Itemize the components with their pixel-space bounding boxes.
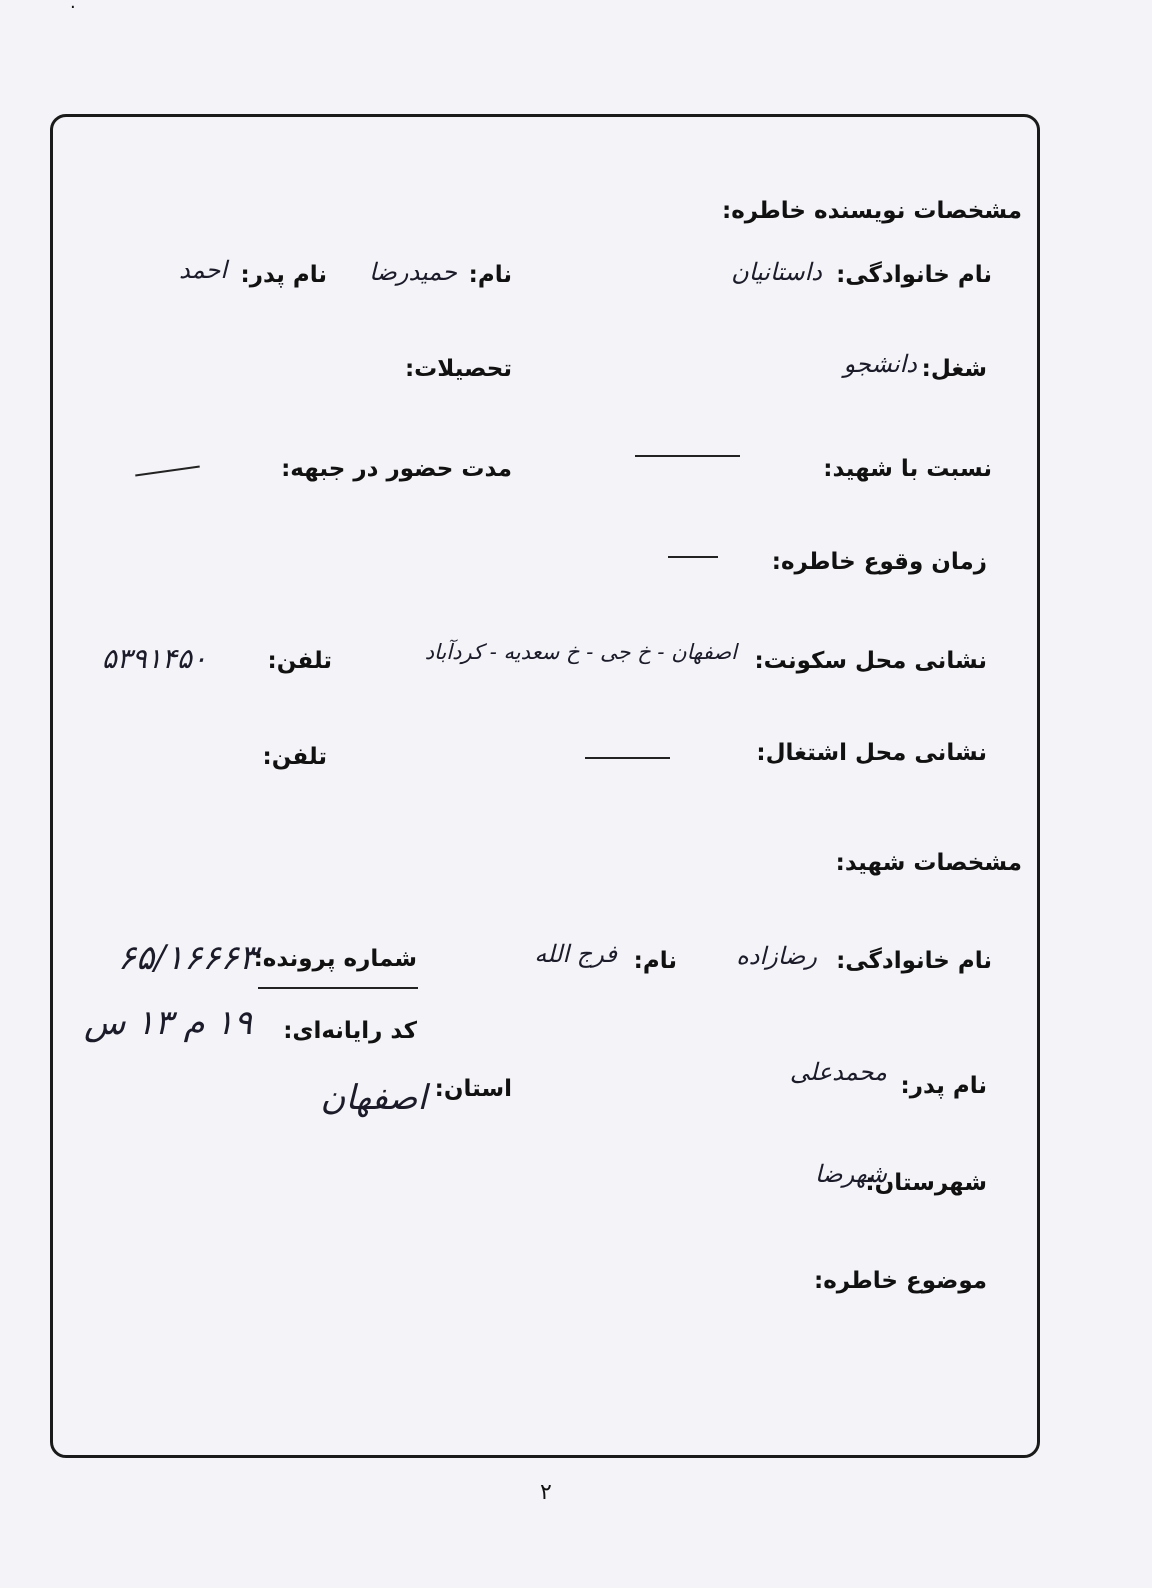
writer-home-phone-value: ۵۳۹۱۴۵۰: [101, 642, 207, 675]
file-number-underline: [258, 987, 418, 989]
writer-father-label: نام پدر:: [240, 262, 327, 288]
writer-heading: مشخصات نویسنده خاطره:: [722, 198, 1022, 224]
martyr-city-value: شهرضا: [814, 1160, 887, 1188]
writer-home-phone-label: تلفن:: [267, 648, 332, 674]
martyr-file-number-label: شماره پرونده:: [253, 946, 417, 972]
writer-memory-time-label: زمان وقوع خاطره:: [771, 549, 987, 575]
writer-relation-label: نسبت با شهید:: [823, 456, 992, 482]
relation-empty-dash: [635, 455, 740, 457]
martyr-father-value: محمدعلی: [789, 1058, 887, 1086]
writer-work-phone-label: تلفن:: [262, 744, 327, 770]
writer-education-label: تحصیلات:: [404, 356, 512, 382]
martyr-father-label: نام پدر:: [900, 1073, 987, 1099]
corner-mark: .: [70, 0, 76, 13]
writer-job-value: دانشجو: [843, 350, 917, 378]
writer-name-label: نام:: [468, 262, 512, 288]
writer-family-value: داستانیان: [731, 258, 822, 286]
page-number: ۲: [540, 1480, 552, 1505]
work-address-empty-dash: [585, 757, 670, 759]
martyr-name-value: فرج الله: [534, 940, 617, 968]
writer-family-label: نام خانوادگی:: [836, 262, 992, 288]
martyr-subject-label: موضوع خاطره:: [814, 1268, 987, 1294]
martyr-family-value: رضازاده: [736, 942, 817, 970]
martyr-computer-code-label: کد رایانه‌ای:: [283, 1018, 417, 1044]
writer-work-address-label: نشانی محل اشتغال:: [756, 740, 987, 766]
writer-home-address-label: نشانی محل سکونت:: [754, 648, 987, 674]
writer-home-address-value: اصفهان - خ جی - خ سعدیه - کردآباد: [424, 640, 737, 664]
martyr-heading: مشخصات شهید:: [835, 850, 1022, 876]
martyr-city-label: شهرستان:: [865, 1170, 987, 1196]
form-frame: [50, 114, 1040, 1458]
martyr-name-label: نام:: [633, 948, 677, 974]
martyr-file-number-value: ۶۵/۱۶۶۶۳: [117, 938, 257, 978]
martyr-computer-code-value: ۱۹ م ۱۳ س: [83, 1003, 252, 1043]
memory-time-empty-dash: [668, 556, 718, 558]
writer-front-duration-label: مدت حضور در جبهه:: [281, 456, 512, 482]
writer-name-value: حمیدرضا: [369, 258, 457, 286]
martyr-family-label: نام خانوادگی:: [836, 948, 992, 974]
martyr-province-label: استان:: [434, 1076, 512, 1102]
writer-father-value: احمد: [179, 256, 227, 284]
martyr-province-value: اصفهان: [320, 1078, 427, 1118]
writer-job-label: شغل:: [921, 356, 987, 382]
